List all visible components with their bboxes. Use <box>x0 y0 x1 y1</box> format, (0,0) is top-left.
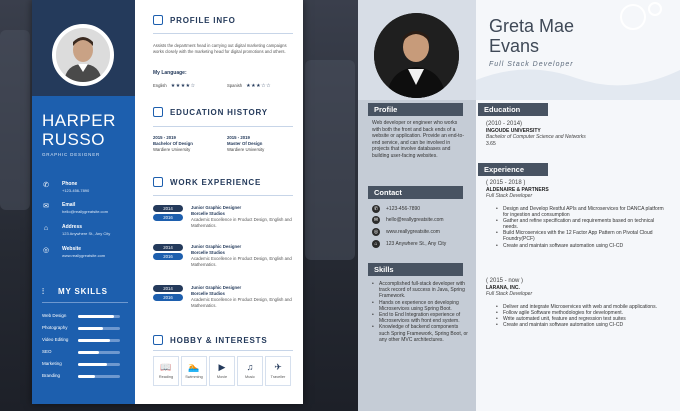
education-years: 2015 - 2019 <box>227 135 250 140</box>
hobby-swimming <box>181 356 207 386</box>
profile-text: Web developer or engineer who works with both the front and back ends of a website or application. Provide an end-to-end service, and can be involved in projects that involve databases and building user-facing websites. <box>372 120 464 159</box>
divider <box>153 33 293 34</box>
phone-icon: ✆ <box>373 206 379 212</box>
education-gpa: 3.65 <box>486 140 496 147</box>
list-item: • Accomplished full-stack developer with track record of success in Java, Spring Framework. <box>372 281 468 300</box>
hobby-label: Movie <box>216 375 228 379</box>
reading-icon: 📖 <box>160 362 172 372</box>
job-year-end: 2016 <box>153 253 183 260</box>
list-item: • Knowledge of backend components such Spring Framework, Spring Boot, or any other MVC architectures. <box>372 324 468 343</box>
skills-heading <box>42 287 108 297</box>
section-title: WORK EXPERIENCE <box>170 178 262 188</box>
skill-bar <box>78 315 120 318</box>
section-label-experience: Experience <box>478 163 548 176</box>
job-company: Borcelle Studios <box>191 291 225 296</box>
contact-value: +123-456-7890 <box>62 188 90 193</box>
music-icon: ♫ <box>246 362 254 372</box>
section-heading-hobby <box>153 336 267 346</box>
job-year-start: 2014 <box>153 205 183 212</box>
decor-circle <box>648 2 662 16</box>
list-item: • Create and maintain software automation using CI-CD <box>496 322 668 328</box>
skill-bar-fill <box>78 339 110 342</box>
education-item <box>153 135 221 153</box>
profile-text: Assists the department head in carrying out digital marketing campaigns works closely with the marketing head for digital promotions and others. <box>153 43 287 54</box>
rating-stars: ★★★☆☆ <box>246 83 272 89</box>
hobby-label: Music <box>245 375 255 379</box>
skill-bar <box>78 339 120 342</box>
hobby-reading <box>153 356 179 386</box>
travel-icon: ✈ <box>274 362 282 372</box>
language-name: English <box>153 83 167 88</box>
job-year-end: 2016 <box>153 294 183 301</box>
list-item: • Hands on experience on developing Microservices using Spring Boot. <box>372 300 468 312</box>
skill-bar <box>78 363 120 366</box>
job-role: Full Stack Developer <box>486 291 533 297</box>
name-last: Evans <box>489 36 540 56</box>
section-heading-education <box>153 108 268 118</box>
sliders-icon: ⫶ <box>42 287 45 296</box>
education-school: Wardiere University <box>227 147 265 152</box>
job-header <box>486 180 670 200</box>
briefcase-icon <box>153 177 163 187</box>
profile-photo <box>52 24 114 86</box>
user-icon <box>153 15 163 25</box>
job-year-start: 2014 <box>153 285 183 292</box>
skill-bar <box>78 351 120 354</box>
hobby-label: Reading <box>158 375 174 379</box>
list-item: • End to End Integration experience of Microservices with front end system. <box>372 312 468 324</box>
list-item: • Build Microservices with the 12 Factor App Pattern on Pivotal Cloud Foundry(PCF) <box>496 230 668 242</box>
divider <box>153 126 293 127</box>
skill-bar-fill <box>78 315 114 318</box>
section-label-skills: Skills <box>368 263 463 276</box>
skill-row <box>42 373 132 381</box>
contact-value: 123 Anywhere St., Any City <box>386 241 447 247</box>
section-heading-profile <box>153 16 236 26</box>
job-desc: Academic Excellence in Product Design, English and Mathematics. <box>191 297 292 308</box>
job-desc: Academic Excellence in Product Design, English and Mathematics. <box>191 217 292 228</box>
background-blur <box>0 30 30 210</box>
job-role: Full Stack Developer <box>486 193 533 199</box>
job-year-start: 2014 <box>153 244 183 251</box>
job-bullets <box>496 304 668 328</box>
skills-title: MY SKILLS <box>58 287 108 296</box>
hobby-label: Swimming <box>185 375 203 379</box>
candidate-name <box>489 16 574 56</box>
contact-value: hello@reallygreatsite.com <box>62 209 109 214</box>
skill-bar-fill <box>78 327 103 330</box>
profile-photo <box>374 13 459 98</box>
job-years: ( 2015 - 2018 ) <box>486 180 526 186</box>
job-bullets <box>496 206 668 249</box>
phone-icon: ✆ <box>43 182 49 189</box>
rating-stars: ★★★★☆ <box>170 83 196 89</box>
contact-label: Website <box>62 246 82 252</box>
contact-label: Address <box>62 224 83 230</box>
resume-greta-mae-evans <box>358 0 680 411</box>
skills-list <box>372 281 468 343</box>
contact-label: Email <box>62 202 76 208</box>
candidate-name <box>42 111 132 149</box>
section-label-education: Education <box>478 103 548 116</box>
skill-row <box>42 313 132 321</box>
section-label-contact: Contact <box>368 186 463 199</box>
education-school: Wardiere University <box>153 147 191 152</box>
email-icon: ✉ <box>43 203 49 210</box>
movie-icon: ▶ <box>218 362 226 372</box>
contact-value: 123 Anywhere St., Any City <box>62 231 111 236</box>
list-item: • Gather and refine specification and requirements based on technical needs. <box>496 218 668 230</box>
skill-bar <box>78 375 120 378</box>
skill-name: Photography <box>42 325 68 330</box>
job-years: ( 2015 - now ) <box>486 278 524 284</box>
education-degree: Master Of Design <box>227 141 263 146</box>
name-last: RUSSO <box>42 130 105 149</box>
job-item <box>153 205 298 231</box>
skill-bar-fill <box>78 363 107 366</box>
decor-circle <box>620 4 646 30</box>
background-blur <box>305 60 355 260</box>
name-first: HARPER <box>42 111 116 130</box>
list-item: • Deliver and integrate Microservices with web and mobile applications. <box>496 304 668 310</box>
divider <box>153 350 293 351</box>
list-item: • Design and Develop Restful APIs and Microservices for DANCA platform for ingestion and consumption <box>496 206 668 218</box>
job-company: Borcelle Studios <box>191 211 225 216</box>
location-icon: ⌂ <box>372 240 380 248</box>
hobby-label: Traveller <box>270 375 286 379</box>
skill-bar-fill <box>78 375 95 378</box>
skill-name: SEO <box>42 349 52 354</box>
education-years: 2015 - 2019 <box>153 135 176 140</box>
skill-row <box>42 337 132 345</box>
puzzle-icon <box>153 335 163 345</box>
email-icon: ✉ <box>373 217 379 223</box>
education-item <box>227 135 295 153</box>
swimming-icon: 🏊 <box>188 362 200 372</box>
job-title: Junior Graphic Designer <box>191 285 242 290</box>
skill-row <box>42 349 132 357</box>
contact-value: +123-456-7890 <box>386 206 421 212</box>
hobby-music <box>237 356 263 386</box>
job-desc: Academic Excellence in Product Design, English and Mathematics. <box>191 256 292 267</box>
contact-value: www.reallygreatsite.com <box>62 253 106 258</box>
skill-row <box>42 325 132 333</box>
job-header <box>486 278 670 298</box>
education-school: INGOUDE UNIVERSITY <box>486 127 541 134</box>
name-first: Greta Mae <box>489 16 575 36</box>
skill-name: Marketing <box>42 361 62 366</box>
education-years: (2010 - 2014) <box>486 121 523 127</box>
section-title: PROFILE INFO <box>170 16 236 26</box>
language-item <box>153 83 196 89</box>
skill-name: Web Design <box>42 313 67 318</box>
skill-bar-fill <box>78 351 99 354</box>
job-text <box>191 205 296 229</box>
job-company: Borcelle Studios <box>191 250 225 255</box>
section-title: HOBBY & INTERESTS <box>170 336 268 346</box>
graduation-cap-icon <box>153 107 163 117</box>
section-heading-work <box>153 178 261 188</box>
skill-row <box>42 361 132 369</box>
job-year-end: 2016 <box>153 214 183 221</box>
education-degree: Bachelor of Computer Science and Networks <box>486 134 586 140</box>
education-degree: Bachelor Of Design <box>153 141 193 146</box>
job-title: Junior Graphic Designer <box>191 244 242 249</box>
job-item <box>153 285 298 311</box>
main-column <box>135 0 303 404</box>
language-heading: My Language: <box>153 70 187 76</box>
skill-name: Video Editing <box>42 337 69 342</box>
hobby-movie <box>209 356 235 386</box>
language-name: Spanish <box>227 83 243 88</box>
job-company: ALDENAIRE & PARTNERS <box>486 186 549 193</box>
job-text <box>191 285 296 309</box>
divider <box>42 302 128 303</box>
job-item <box>153 244 298 270</box>
job-title: Junior Graphic Designer <box>191 205 242 210</box>
list-item: • Follow agile Software methodologies for development. <box>496 310 668 316</box>
language-item <box>227 83 271 89</box>
list-item: • Write automated unit, feature and regression test suites <box>496 316 668 322</box>
candidate-role: GRAPHIC DESIGNER <box>42 152 101 157</box>
education-block <box>486 121 670 147</box>
job-company: LARANA, INC. <box>486 284 520 291</box>
section-label-profile: Profile <box>368 103 463 116</box>
location-icon: ⌂ <box>43 225 49 232</box>
contact-label: Phone <box>62 181 78 187</box>
candidate-title: Full Stack Developer <box>489 61 574 68</box>
contact-value: www.reallygreatsite.com <box>386 229 440 235</box>
section-title: EDUCATION HISTORY <box>170 108 268 118</box>
skill-bar <box>78 327 120 330</box>
globe-icon: ◎ <box>42 247 50 254</box>
hobby-travel <box>265 356 291 386</box>
job-text <box>191 244 296 268</box>
resume-harper-russo <box>32 0 303 404</box>
list-item: • Create and maintain software automation using CI-CD <box>496 243 668 249</box>
skill-name: Branding <box>42 373 61 378</box>
globe-icon: ◎ <box>373 229 379 235</box>
divider <box>153 195 293 196</box>
contact-value: hello@reallygreatsite.com <box>386 217 444 223</box>
